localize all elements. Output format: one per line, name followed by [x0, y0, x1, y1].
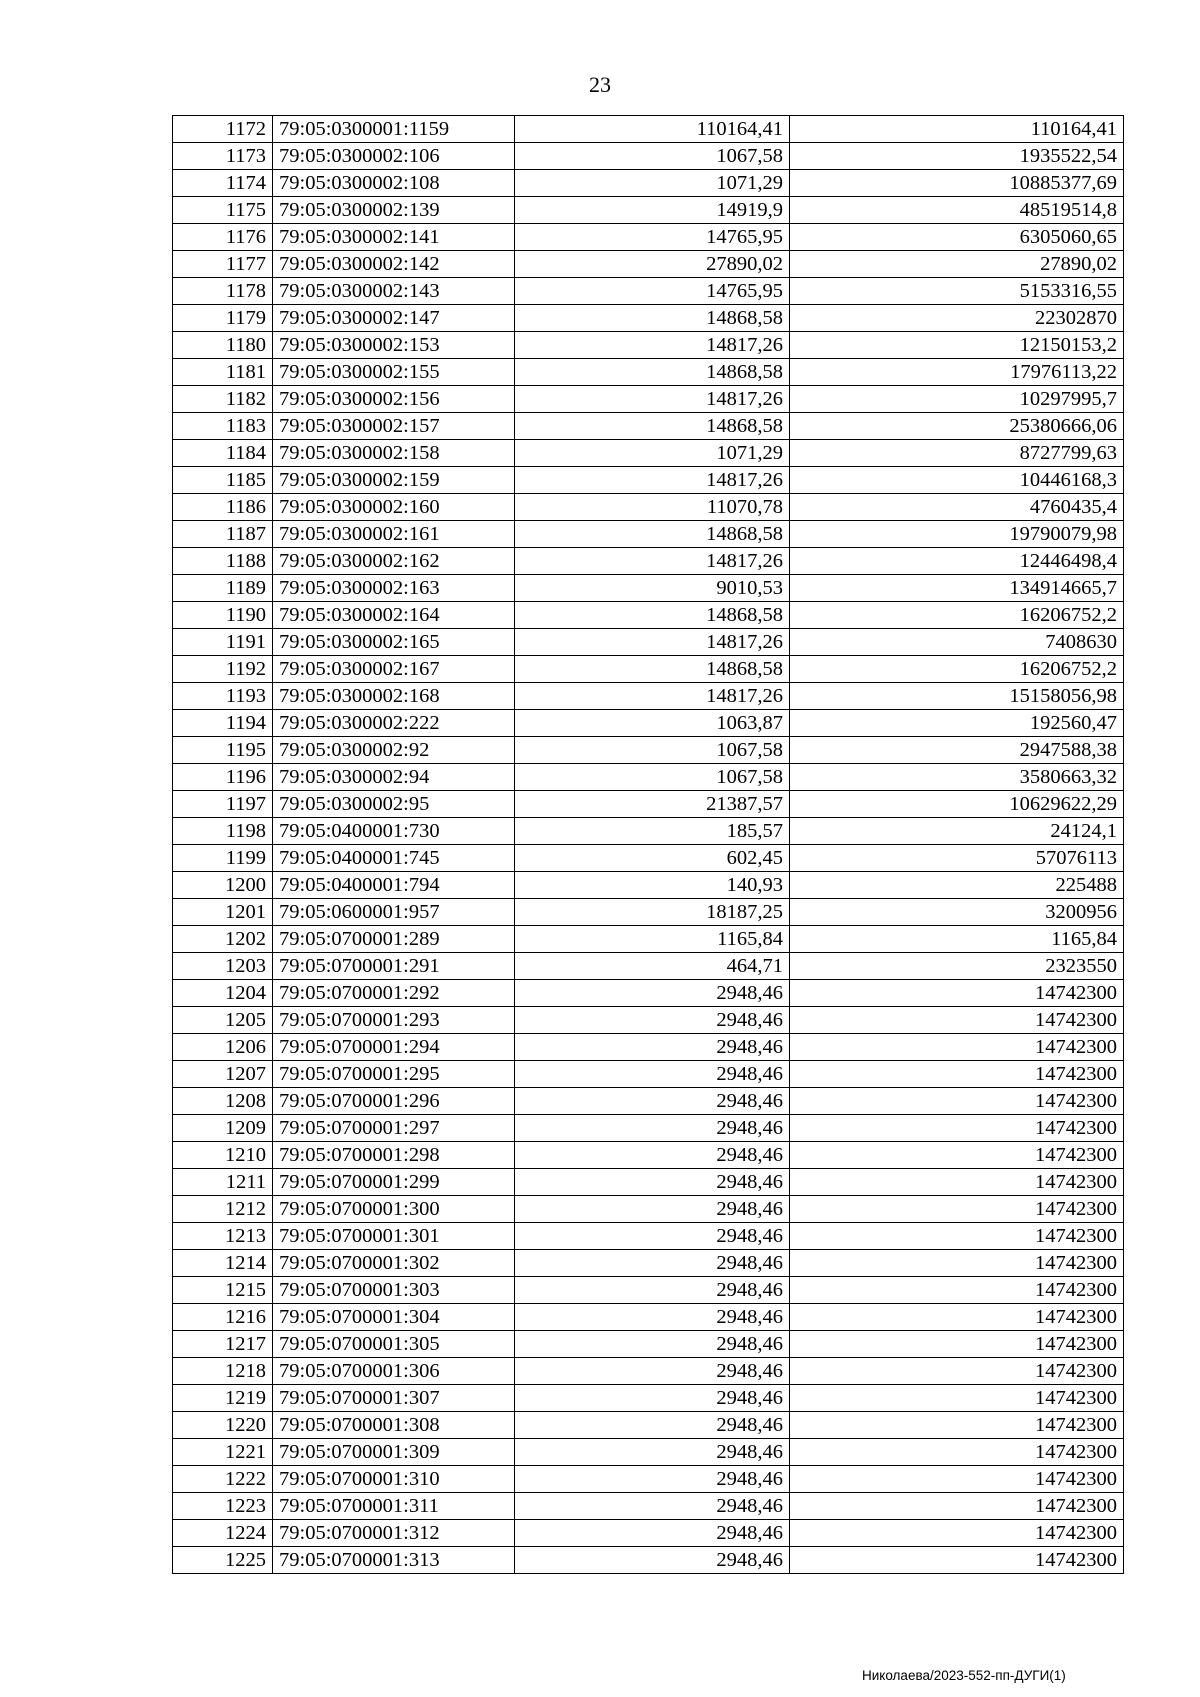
table-row — [173, 656, 1124, 683]
area-cell: 2948,46 — [515, 980, 790, 1007]
value-cell: 10885377,69 — [790, 170, 1124, 197]
value-cell: 2323550 — [790, 953, 1124, 980]
row-number-cell: 1225 — [173, 1547, 273, 1574]
table-row — [173, 332, 1124, 359]
table-row — [173, 278, 1124, 305]
table-row — [173, 1520, 1124, 1547]
value-cell: 14742300 — [790, 1250, 1124, 1277]
cadastral-number-cell: 79:05:0700001:312 — [273, 1520, 515, 1547]
value-cell: 2947588,38 — [790, 737, 1124, 764]
area-cell: 2948,46 — [515, 1034, 790, 1061]
row-number-cell: 1218 — [173, 1358, 273, 1385]
cadastral-number-cell: 79:05:0300002:167 — [273, 656, 515, 683]
area-cell: 14817,26 — [515, 467, 790, 494]
cadastral-number-cell: 79:05:0300002:160 — [273, 494, 515, 521]
value-cell: 1165,84 — [790, 926, 1124, 953]
area-cell: 14765,95 — [515, 224, 790, 251]
value-cell: 14742300 — [790, 1412, 1124, 1439]
area-cell: 2948,46 — [515, 1169, 790, 1196]
table-row — [173, 1493, 1124, 1520]
row-number-cell: 1219 — [173, 1385, 273, 1412]
value-cell: 3580663,32 — [790, 764, 1124, 791]
table-row — [173, 1385, 1124, 1412]
area-cell: 14817,26 — [515, 629, 790, 656]
cadastral-number-cell: 79:05:0300001:1159 — [273, 116, 515, 143]
cadastral-number-cell: 79:05:0700001:308 — [273, 1412, 515, 1439]
table-row — [173, 1115, 1124, 1142]
cadastral-number-cell: 79:05:0300002:95 — [273, 791, 515, 818]
value-cell: 14742300 — [790, 1493, 1124, 1520]
cadastral-number-cell: 79:05:0700001:294 — [273, 1034, 515, 1061]
row-number-cell: 1213 — [173, 1223, 273, 1250]
value-cell: 10446168,3 — [790, 467, 1124, 494]
value-cell: 192560,47 — [790, 710, 1124, 737]
area-cell: 21387,57 — [515, 791, 790, 818]
area-cell: 14868,58 — [515, 602, 790, 629]
row-number-cell: 1212 — [173, 1196, 273, 1223]
cadastral-number-cell: 79:05:0300002:94 — [273, 764, 515, 791]
table-row — [173, 1034, 1124, 1061]
value-cell: 14742300 — [790, 1169, 1124, 1196]
table-body — [173, 116, 1124, 1574]
cadastral-number-cell: 79:05:0300002:158 — [273, 440, 515, 467]
cadastral-number-cell: 79:05:0300002:92 — [273, 737, 515, 764]
area-cell: 2948,46 — [515, 1547, 790, 1574]
cadastral-number-cell: 79:05:0300002:139 — [273, 197, 515, 224]
row-number-cell: 1177 — [173, 251, 273, 278]
value-cell: 22302870 — [790, 305, 1124, 332]
row-number-cell: 1224 — [173, 1520, 273, 1547]
value-cell: 16206752,2 — [790, 602, 1124, 629]
cadastral-number-cell: 79:05:0700001:301 — [273, 1223, 515, 1250]
value-cell: 7408630 — [790, 629, 1124, 656]
row-number-cell: 1201 — [173, 899, 273, 926]
row-number-cell: 1178 — [173, 278, 273, 305]
row-number-cell: 1199 — [173, 845, 273, 872]
row-number-cell: 1193 — [173, 683, 273, 710]
value-cell: 14742300 — [790, 1007, 1124, 1034]
row-number-cell: 1192 — [173, 656, 273, 683]
value-cell: 14742300 — [790, 1439, 1124, 1466]
cadastral-number-cell: 79:05:0600001:957 — [273, 899, 515, 926]
area-cell: 1067,58 — [515, 737, 790, 764]
row-number-cell: 1200 — [173, 872, 273, 899]
area-cell: 2948,46 — [515, 1088, 790, 1115]
cadastral-number-cell: 79:05:0700001:303 — [273, 1277, 515, 1304]
table-row — [173, 737, 1124, 764]
table-row — [173, 143, 1124, 170]
area-cell: 2948,46 — [515, 1196, 790, 1223]
value-cell: 3200956 — [790, 899, 1124, 926]
table-row — [173, 197, 1124, 224]
cadastral-number-cell: 79:05:0300002:141 — [273, 224, 515, 251]
value-cell: 4760435,4 — [790, 494, 1124, 521]
table-row — [173, 602, 1124, 629]
table-row — [173, 1331, 1124, 1358]
row-number-cell: 1208 — [173, 1088, 273, 1115]
row-number-cell: 1217 — [173, 1331, 273, 1358]
row-number-cell: 1209 — [173, 1115, 273, 1142]
area-cell: 9010,53 — [515, 575, 790, 602]
value-cell: 5153316,55 — [790, 278, 1124, 305]
area-cell: 14817,26 — [515, 548, 790, 575]
table-row — [173, 251, 1124, 278]
value-cell: 25380666,06 — [790, 413, 1124, 440]
area-cell: 11070,78 — [515, 494, 790, 521]
cadastral-number-cell: 79:05:0300002:156 — [273, 386, 515, 413]
cadastral-number-cell: 79:05:0300002:157 — [273, 413, 515, 440]
value-cell: 14742300 — [790, 1034, 1124, 1061]
area-cell: 18187,25 — [515, 899, 790, 926]
row-number-cell: 1220 — [173, 1412, 273, 1439]
table-row — [173, 1007, 1124, 1034]
cadastral-number-cell: 79:05:0700001:300 — [273, 1196, 515, 1223]
value-cell: 8727799,63 — [790, 440, 1124, 467]
cadastral-number-cell: 79:05:0300002:165 — [273, 629, 515, 656]
row-number-cell: 1191 — [173, 629, 273, 656]
table-row — [173, 1439, 1124, 1466]
table-row — [173, 980, 1124, 1007]
cadastral-number-cell: 79:05:0700001:307 — [273, 1385, 515, 1412]
area-cell: 2948,46 — [515, 1304, 790, 1331]
area-cell: 14868,58 — [515, 656, 790, 683]
value-cell: 14742300 — [790, 1547, 1124, 1574]
cadastral-number-cell: 79:05:0700001:292 — [273, 980, 515, 1007]
value-cell: 225488 — [790, 872, 1124, 899]
area-cell: 1067,58 — [515, 143, 790, 170]
table-row — [173, 116, 1124, 143]
row-number-cell: 1198 — [173, 818, 273, 845]
value-cell: 10297995,7 — [790, 386, 1124, 413]
table-row — [173, 791, 1124, 818]
cadastral-number-cell: 79:05:0700001:310 — [273, 1466, 515, 1493]
row-number-cell: 1173 — [173, 143, 273, 170]
row-number-cell: 1221 — [173, 1439, 273, 1466]
area-cell: 14868,58 — [515, 413, 790, 440]
row-number-cell: 1182 — [173, 386, 273, 413]
table-row — [173, 926, 1124, 953]
cadastral-number-cell: 79:05:0700001:295 — [273, 1061, 515, 1088]
row-number-cell: 1183 — [173, 413, 273, 440]
row-number-cell: 1187 — [173, 521, 273, 548]
row-number-cell: 1203 — [173, 953, 273, 980]
area-cell: 110164,41 — [515, 116, 790, 143]
value-cell: 16206752,2 — [790, 656, 1124, 683]
table-row — [173, 1250, 1124, 1277]
area-cell: 602,45 — [515, 845, 790, 872]
cadastral-number-cell: 79:05:0700001:304 — [273, 1304, 515, 1331]
cadastral-number-cell: 79:05:0700001:302 — [273, 1250, 515, 1277]
cadastral-number-cell: 79:05:0300002:164 — [273, 602, 515, 629]
area-cell: 464,71 — [515, 953, 790, 980]
value-cell: 12446498,4 — [790, 548, 1124, 575]
cadastral-number-cell: 79:05:0400001:730 — [273, 818, 515, 845]
area-cell: 1067,58 — [515, 764, 790, 791]
area-cell: 14817,26 — [515, 683, 790, 710]
table-row — [173, 953, 1124, 980]
value-cell: 10629622,29 — [790, 791, 1124, 818]
value-cell: 19790079,98 — [790, 521, 1124, 548]
table-row — [173, 1412, 1124, 1439]
value-cell: 57076113 — [790, 845, 1124, 872]
value-cell: 14742300 — [790, 1331, 1124, 1358]
area-cell: 2948,46 — [515, 1331, 790, 1358]
row-number-cell: 1207 — [173, 1061, 273, 1088]
cadastral-number-cell: 79:05:0400001:794 — [273, 872, 515, 899]
cadastral-number-cell: 79:05:0700001:298 — [273, 1142, 515, 1169]
area-cell: 2948,46 — [515, 1385, 790, 1412]
table-row — [173, 494, 1124, 521]
cadastral-number-cell: 79:05:0300002:106 — [273, 143, 515, 170]
cadastral-number-cell: 79:05:0300002:163 — [273, 575, 515, 602]
area-cell: 2948,46 — [515, 1142, 790, 1169]
cadastral-number-cell: 79:05:0700001:293 — [273, 1007, 515, 1034]
area-cell: 14817,26 — [515, 386, 790, 413]
value-cell: 14742300 — [790, 1466, 1124, 1493]
area-cell: 2948,46 — [515, 1520, 790, 1547]
area-cell: 1063,87 — [515, 710, 790, 737]
cadastral-number-cell: 79:05:0700001:299 — [273, 1169, 515, 1196]
area-cell: 2948,46 — [515, 1007, 790, 1034]
cadastral-number-cell: 79:05:0700001:291 — [273, 953, 515, 980]
row-number-cell: 1174 — [173, 170, 273, 197]
table-row — [173, 818, 1124, 845]
area-cell: 2948,46 — [515, 1250, 790, 1277]
cadastral-number-cell: 79:05:0300002:155 — [273, 359, 515, 386]
table-row — [173, 1142, 1124, 1169]
table-row — [173, 1088, 1124, 1115]
table-row — [173, 1277, 1124, 1304]
value-cell: 15158056,98 — [790, 683, 1124, 710]
cadastral-number-cell: 79:05:0300002:222 — [273, 710, 515, 737]
row-number-cell: 1179 — [173, 305, 273, 332]
cadastral-number-cell: 79:05:0700001:309 — [273, 1439, 515, 1466]
area-cell: 2948,46 — [515, 1412, 790, 1439]
row-number-cell: 1202 — [173, 926, 273, 953]
row-number-cell: 1189 — [173, 575, 273, 602]
table-row — [173, 1304, 1124, 1331]
table-row — [173, 1061, 1124, 1088]
area-cell: 2948,46 — [515, 1061, 790, 1088]
table-row — [173, 521, 1124, 548]
row-number-cell: 1197 — [173, 791, 273, 818]
table-row — [173, 629, 1124, 656]
table-row — [173, 1466, 1124, 1493]
value-cell: 17976113,22 — [790, 359, 1124, 386]
value-cell: 27890,02 — [790, 251, 1124, 278]
value-cell: 48519514,8 — [790, 197, 1124, 224]
value-cell: 1935522,54 — [790, 143, 1124, 170]
value-cell: 14742300 — [790, 1385, 1124, 1412]
value-cell: 14742300 — [790, 1115, 1124, 1142]
row-number-cell: 1214 — [173, 1250, 273, 1277]
row-number-cell: 1223 — [173, 1493, 273, 1520]
row-number-cell: 1195 — [173, 737, 273, 764]
area-cell: 14868,58 — [515, 305, 790, 332]
cadastral-number-cell: 79:05:0300002:147 — [273, 305, 515, 332]
area-cell: 2948,46 — [515, 1493, 790, 1520]
table-row — [173, 845, 1124, 872]
table-row — [173, 386, 1124, 413]
cadastral-number-cell: 79:05:0700001:305 — [273, 1331, 515, 1358]
row-number-cell: 1196 — [173, 764, 273, 791]
area-cell: 14817,26 — [515, 332, 790, 359]
cadastral-number-cell: 79:05:0700001:289 — [273, 926, 515, 953]
value-cell: 134914665,7 — [790, 575, 1124, 602]
table-row — [173, 710, 1124, 737]
value-cell: 110164,41 — [790, 116, 1124, 143]
cadastral-number-cell: 79:05:0300002:168 — [273, 683, 515, 710]
row-number-cell: 1186 — [173, 494, 273, 521]
table-row — [173, 413, 1124, 440]
document-reference: Николаева/2023-552-пп-ДУГИ(1) — [862, 1668, 1066, 1683]
row-number-cell: 1184 — [173, 440, 273, 467]
table-row — [173, 1358, 1124, 1385]
cadastral-number-cell: 79:05:0400001:745 — [273, 845, 515, 872]
table-row — [173, 467, 1124, 494]
area-cell: 2948,46 — [515, 1277, 790, 1304]
value-cell: 14742300 — [790, 1304, 1124, 1331]
table-row — [173, 764, 1124, 791]
value-cell: 14742300 — [790, 1061, 1124, 1088]
area-cell: 2948,46 — [515, 1439, 790, 1466]
row-number-cell: 1210 — [173, 1142, 273, 1169]
value-cell: 14742300 — [790, 1277, 1124, 1304]
area-cell: 14919,9 — [515, 197, 790, 224]
value-cell: 14742300 — [790, 980, 1124, 1007]
area-cell: 2948,46 — [515, 1358, 790, 1385]
area-cell: 185,57 — [515, 818, 790, 845]
area-cell: 27890,02 — [515, 251, 790, 278]
row-number-cell: 1175 — [173, 197, 273, 224]
cadastral-number-cell: 79:05:0700001:311 — [273, 1493, 515, 1520]
row-number-cell: 1194 — [173, 710, 273, 737]
area-cell: 2948,46 — [515, 1466, 790, 1493]
row-number-cell: 1188 — [173, 548, 273, 575]
table-row — [173, 359, 1124, 386]
table-row — [173, 575, 1124, 602]
area-cell: 2948,46 — [515, 1223, 790, 1250]
area-cell: 1165,84 — [515, 926, 790, 953]
row-number-cell: 1181 — [173, 359, 273, 386]
row-number-cell: 1215 — [173, 1277, 273, 1304]
row-number-cell: 1205 — [173, 1007, 273, 1034]
row-number-cell: 1222 — [173, 1466, 273, 1493]
table-row — [173, 548, 1124, 575]
value-cell: 14742300 — [790, 1358, 1124, 1385]
table-row — [173, 683, 1124, 710]
cadastral-number-cell: 79:05:0300002:161 — [273, 521, 515, 548]
row-number-cell: 1180 — [173, 332, 273, 359]
value-cell: 14742300 — [790, 1142, 1124, 1169]
cadastral-number-cell: 79:05:0300002:143 — [273, 278, 515, 305]
value-cell: 24124,1 — [790, 818, 1124, 845]
table-row — [173, 1547, 1124, 1574]
value-cell: 6305060,65 — [790, 224, 1124, 251]
row-number-cell: 1206 — [173, 1034, 273, 1061]
row-number-cell: 1185 — [173, 467, 273, 494]
row-number-cell: 1176 — [173, 224, 273, 251]
area-cell: 14765,95 — [515, 278, 790, 305]
table-row — [173, 1196, 1124, 1223]
cadastral-number-cell: 79:05:0700001:296 — [273, 1088, 515, 1115]
row-number-cell: 1190 — [173, 602, 273, 629]
table-row — [173, 440, 1124, 467]
table-row — [173, 305, 1124, 332]
row-number-cell: 1172 — [173, 116, 273, 143]
data-table — [172, 115, 1124, 1574]
area-cell: 14868,58 — [515, 521, 790, 548]
area-cell: 140,93 — [515, 872, 790, 899]
value-cell: 14742300 — [790, 1223, 1124, 1250]
cadastral-number-cell: 79:05:0700001:297 — [273, 1115, 515, 1142]
table-row — [173, 872, 1124, 899]
table-row — [173, 170, 1124, 197]
row-number-cell: 1211 — [173, 1169, 273, 1196]
cadastral-number-cell: 79:05:0300002:159 — [273, 467, 515, 494]
table-row — [173, 1223, 1124, 1250]
cadastral-number-cell: 79:05:0300002:153 — [273, 332, 515, 359]
area-cell: 1071,29 — [515, 440, 790, 467]
cadastral-number-cell: 79:05:0700001:313 — [273, 1547, 515, 1574]
cadastral-number-cell: 79:05:0300002:142 — [273, 251, 515, 278]
cadastral-number-cell: 79:05:0300002:162 — [273, 548, 515, 575]
cadastral-number-cell: 79:05:0700001:306 — [273, 1358, 515, 1385]
value-cell: 14742300 — [790, 1088, 1124, 1115]
row-number-cell: 1216 — [173, 1304, 273, 1331]
table-row — [173, 1169, 1124, 1196]
value-cell: 14742300 — [790, 1196, 1124, 1223]
page-number: 23 — [589, 72, 611, 97]
table-row — [173, 224, 1124, 251]
area-cell: 14868,58 — [515, 359, 790, 386]
area-cell: 1071,29 — [515, 170, 790, 197]
row-number-cell: 1204 — [173, 980, 273, 1007]
cadastral-number-cell: 79:05:0300002:108 — [273, 170, 515, 197]
area-cell: 2948,46 — [515, 1115, 790, 1142]
table-row — [173, 899, 1124, 926]
value-cell: 14742300 — [790, 1520, 1124, 1547]
value-cell: 12150153,2 — [790, 332, 1124, 359]
